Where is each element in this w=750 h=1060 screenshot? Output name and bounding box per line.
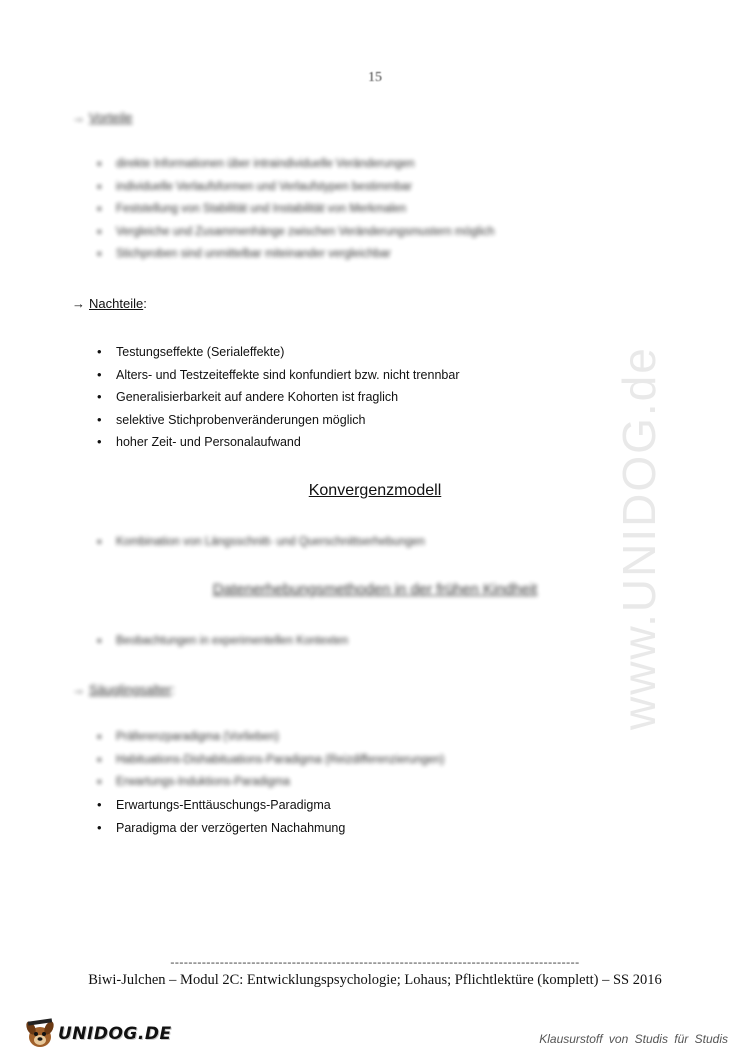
list-item: • hoher Zeit- und Personalaufwand — [97, 431, 459, 454]
nachteile-label: Nachteile — [89, 296, 144, 311]
vorteile-heading — [72, 110, 132, 125]
tagline: Klausurstoff von Studis für Studis — [539, 1032, 728, 1046]
list-item: • Alters- und Testzeiteffekte sind konfundiert bzw. nicht trennbar — [97, 364, 459, 387]
list-item: • Kombination von Längsschnitt- und Querschnittserhebungen — [97, 531, 425, 554]
list-item: • Beobachtungen in experimentellen Kontexten — [97, 630, 348, 653]
konvergenz-list — [97, 531, 425, 554]
list-item: • Vergleiche und Zusammenhänge zwischen Veränderungsmustern möglich — [97, 221, 494, 244]
arrow-icon: → — [72, 296, 85, 311]
list-item: • individuelle Verlaufsformen und Verlaufstypen bestimmbar — [97, 176, 494, 199]
list-item: • Habituations-Dishabituations-Paradigma (Reizdifferenzierungen) — [97, 749, 444, 772]
footer-divider: ------------------------------------------------------------------------------------------- — [170, 955, 580, 969]
watermark: www.UNIDOG.de — [613, 346, 665, 730]
list-item: • Paradigma der verzögerten Nachahmung — [97, 817, 345, 840]
konvergenzmodell-title: Konvergenzmodell — [308, 482, 442, 499]
vorteile-label: Vorteile — [89, 110, 133, 125]
saeuglinge-label: Säuglingsalter — [89, 682, 172, 697]
nachteile-colon: : — [143, 296, 147, 311]
list-item: • Präferenzparadigma (Vorlieben) — [97, 726, 444, 749]
kindheit-list — [97, 630, 348, 653]
list-item: • selektive Stichprobenveränderungen möglich — [97, 409, 459, 432]
list-item: • Generalisierbarkeit auf andere Kohorten ist fraglich — [97, 386, 459, 409]
vorteile-list — [97, 153, 494, 266]
nachteile-heading — [72, 296, 147, 311]
list-item: • Testungseffekte (Serialeffekte) — [97, 341, 459, 364]
list-item: • Erwartungs-Induktions-Paradigma — [97, 771, 444, 794]
saeuglinge-heading — [72, 682, 175, 697]
page-number: 15 — [368, 70, 382, 85]
footer-text: Biwi-Julchen – Modul 2C: Entwicklungspsychologie; Lohaus; Pflichtlektüre (komplett) – SS 2016 — [88, 972, 662, 988]
kindheit-title: Datenerhebungsmethoden in der frühen Kindheit — [212, 581, 538, 598]
list-item: • Erwartungs-Enttäuschungs-Paradigma — [97, 794, 345, 817]
dog-icon — [24, 1018, 56, 1050]
unidog-logo — [24, 1018, 172, 1050]
list-item: • Stichproben sind unmittelbar miteinander vergleichbar — [97, 243, 494, 266]
arrow-icon: → — [72, 110, 85, 125]
saeuglinge-blurred-list — [97, 726, 444, 794]
list-item: • direkte Informationen über intraindividuelle Veränderungen — [97, 153, 494, 176]
saeuglinge-colon: : — [171, 682, 176, 697]
nachteile-list — [97, 341, 459, 454]
list-item: • Feststellung von Stabilität und Instabilität von Merkmalen — [97, 198, 494, 221]
logo-text: UNIDOG.DE — [58, 1024, 172, 1044]
saeuglinge-list — [97, 794, 345, 839]
arrow-icon: → — [72, 682, 85, 697]
